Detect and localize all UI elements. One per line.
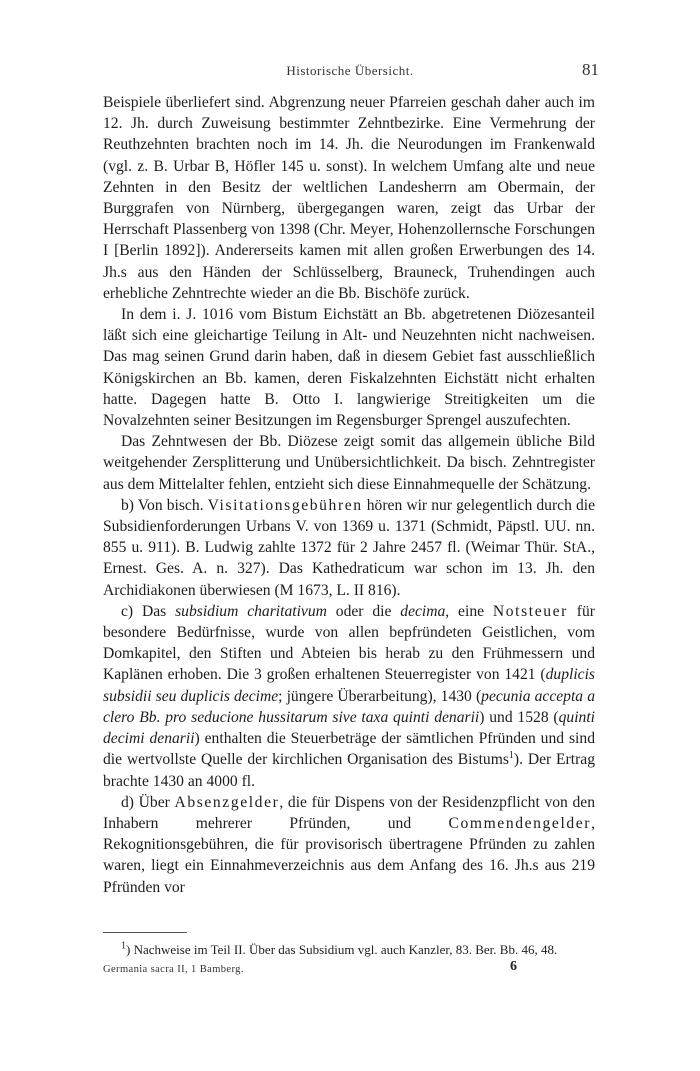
- italic-phrase: subsidium charitativum: [175, 602, 327, 620]
- paragraph: [103, 601, 595, 792]
- text-run: ; jüngere Überarbeitung), 1430 (: [278, 687, 482, 705]
- spaced-term: Visitationsgebühren: [207, 496, 363, 514]
- italic-phrase: quinti decimi denarii: [103, 708, 595, 748]
- footnote-rule: [103, 932, 187, 933]
- text-run: c) Das: [121, 602, 176, 620]
- italic-phrase: decima: [400, 602, 446, 620]
- text-run: hören wir nur gelegentlich durch die Subsidienforderungen Urbans V. von 1369 u. 1371 (Schmidt, Päpstl. UU. nn. 855 u. 911). B. Ludwig zahlte 1372 für 2 Jahre 2457 fl. (Weimar Thür. StA., Ernest. Ges. A. n. 327). Das Kathedraticum war schon im 13. Jh. den Archidiakonen überwiesen (M 1673, L. II 816).: [103, 496, 595, 599]
- signature-number: 6: [510, 959, 517, 974]
- page-number: 81: [582, 60, 599, 79]
- running-header-title: Historische Übersicht.: [286, 63, 414, 78]
- paragraph: [103, 431, 595, 495]
- text-run: Beispiele überliefert sind. Abgrenzung neuer Pfarreien geschah daher auch im 12. Jh. durch Zuweisung bestimmter Zehntbezirke. Eine Vermehrung der Reuthzehnten brachten noch im 14. Jh. die Neurodungen im Frankenwald (vgl. z. B. Urbar B, Höfler 145 u. sonst). In welchem Umfang alte und neue Zehnten in den Besitz der weltlichen Landesherrn am Obermain, der Burggrafen von Nürnberg, übergegangen waren, zeigt das Urbar der Herrschaft Plassenberg von 1398 (Chr. Meyer, Hohenzollernsche Forschungen I [Berlin 1892]). Andererseits kamen mit allen großen Erwerbungen des 14. Jh.s aus den Händen der Schlüsselberg, Brauneck, Truhendingen auch erhebliche Zehntrechte wieder an die Bb. Bischöfe zurück.: [103, 94, 595, 302]
- text-run: ) und 1528 (: [479, 708, 559, 726]
- text-run: , Rekognitionsgebühren, die für provisorisch übertragene Pfründen zu zahlen waren, liegt ein Einnahmeverzeichnis aus dem Anfang des 16. Jh.s aus 219 Pfründen vor: [103, 814, 595, 896]
- text-run: d) Über: [121, 793, 175, 811]
- paragraph: [103, 495, 595, 601]
- footnote-text: ) Nachweise im Teil II. Über das Subsidium vgl. auch Kanzler, 83. Ber. Bb. 46, 48.: [126, 942, 558, 957]
- footnote: [121, 941, 595, 958]
- italic-phrase: pecunia accepta a clero Bb. pro seducione hussitarum sive taxa quinti denarii: [103, 687, 595, 726]
- paragraph: [103, 92, 595, 304]
- footnote-reference: 1: [508, 750, 514, 762]
- body-text: [103, 92, 595, 898]
- text-run: b) Von bisch.: [121, 496, 208, 514]
- text-run: oder die: [326, 602, 401, 620]
- spaced-term: Commendengelder: [448, 814, 592, 832]
- spaced-term: Absenzgelder: [174, 793, 280, 811]
- paragraph: [103, 792, 595, 898]
- printer-signature: Germania sacra II, 1 Bamberg.: [103, 964, 244, 975]
- text-run: ). Der Ertrag brachte 1430 an 4000 fl.: [103, 751, 595, 790]
- paragraph: [103, 304, 595, 431]
- text-run: In dem i. J. 1016 vom Bistum Eichstätt an Bb. abgetretenen Diözesanteil läßt sich eine gleichartige Teilung in Alt- und Neuzehnten nicht nachweisen. Das mag seinen Grund darin haben, daß in diesem Gebiet fast ausschließlich Königskirchen an Bb. kamen, deren Fiskalzehnten Eichstätt nicht erhalten hatte. Dagegen hatte B. Otto I. langwierige Streitigkeiten um die Novalzehnten seiner Besitzungen im Regensburger Sprengel auszufechten.: [103, 306, 595, 430]
- text-run: Das Zehntwesen der Bb. Diözese zeigt somit das allgemein übliche Bild weitgehender Zersplitterung und Unübersichtlichkeit. Da bisch. Zehntregister aus dem Mittelalter fehlen, entzieht sich diese Einnahmequelle der Schätzung.: [103, 433, 595, 493]
- text-run: ) enthalten die Steuerbeträge der sämtlichen Pfründen und sind die wertvollste Quelle der kirchlichen Organisation des Bistums: [103, 730, 595, 769]
- text-run: für besondere Bedürfnisse, wurde von allen bepfründeten Geistlichen, vom Domkapitel, den Stiften und Abteien bis herab zu den Frühmessern und Kaplänen erhoben. Die 3 großen erhaltenen Steuerregister von 1421 (: [103, 602, 595, 684]
- text-run: , die für Dispens von der Residenzpflicht von den Inhabern mehrerer Pfründen, und: [103, 793, 595, 832]
- italic-phrase: duplicis subsidii seu duplicis decime: [103, 666, 595, 705]
- footnote-marker: 1: [121, 940, 126, 952]
- spaced-term: Notsteuer: [492, 602, 568, 620]
- text-run: , eine: [445, 602, 493, 620]
